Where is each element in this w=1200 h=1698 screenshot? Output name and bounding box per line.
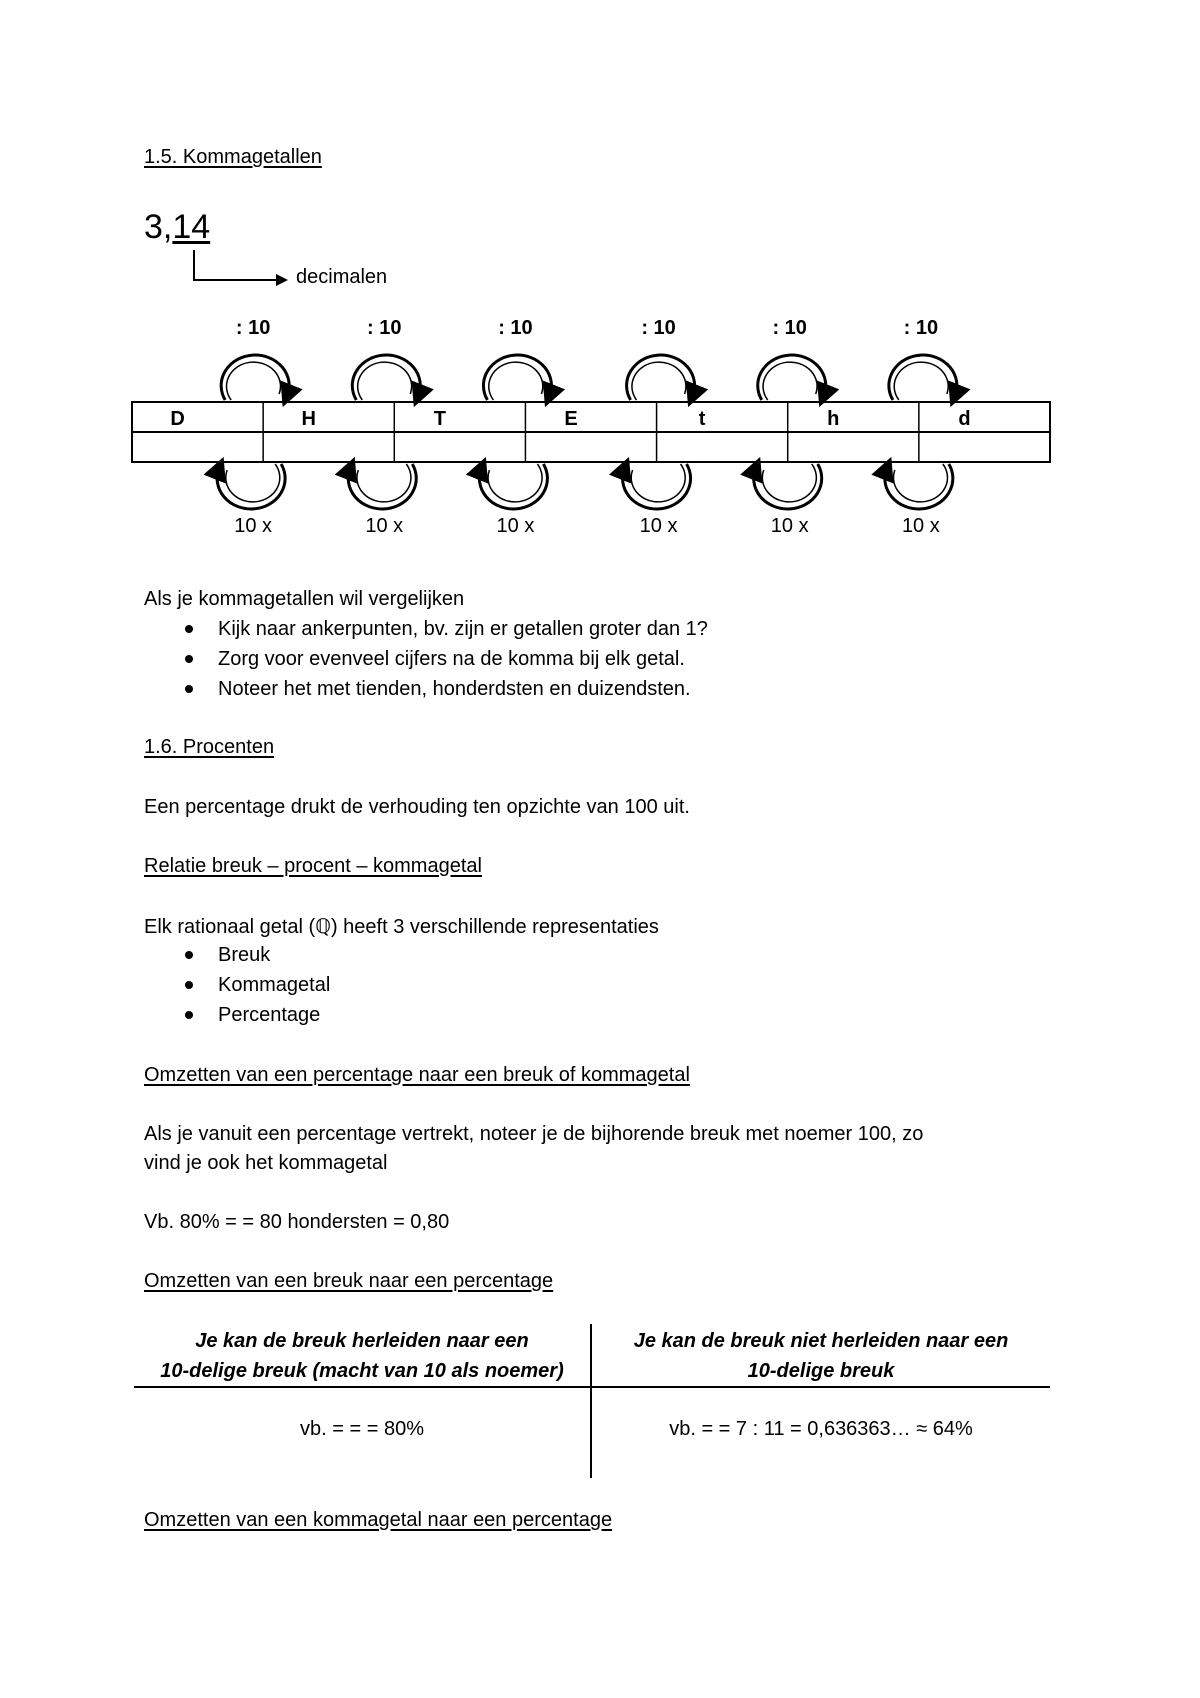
convert-fraction-heading: Omzetten van een breuk naar een percentage <box>144 1270 554 1292</box>
table-example-right: vb. = = 7 : 11 = 0,636363… ≈ 64% <box>669 1418 973 1440</box>
section-heading-procenten: 1.6. Procenten <box>144 736 275 758</box>
divide-label: : 10 <box>903 317 939 339</box>
list-item: Percentage <box>144 1000 330 1030</box>
convert-decimal-heading: Omzetten van een kommagetal naar een percentage <box>144 1509 613 1531</box>
list-item: Kommagetal <box>144 970 330 1000</box>
divide-arrow-inner-icon <box>489 362 543 400</box>
convert-percentage-example: Vb. 80% = = 80 hondersten = 0,80 <box>144 1211 450 1233</box>
table-header-rule <box>134 1386 1050 1388</box>
place-value-chart <box>0 310 1200 550</box>
divide-label: : 10 <box>641 317 676 339</box>
representations-intro: Elk rationaal getal (ℚ) heeft 3 verschillende representaties <box>144 916 659 938</box>
compare-intro: Als je kommagetallen wil vergelijken <box>144 588 465 610</box>
multiply-label: 10 x <box>496 515 535 537</box>
divide-label: : 10 <box>498 317 533 339</box>
table-header-right-line1: Je kan de breuk niet herleiden naar een <box>633 1330 1009 1352</box>
table-header-right-line2: 10-delige breuk <box>747 1360 895 1382</box>
table-header-left <box>134 1326 590 1386</box>
divide-arrow-inner-icon <box>227 362 281 400</box>
percentage-definition: Een percentage drukt de verhouding ten opzichte van 100 uit. <box>144 796 690 818</box>
table-header-left-line2: 10-delige breuk (macht van 10 als noemer) <box>160 1360 564 1382</box>
list-item: Breuk <box>144 940 330 970</box>
multiply-arrow-inner-icon <box>762 464 816 502</box>
multiply-arrow-inner-icon <box>893 464 947 502</box>
section-heading-kommagetallen: 1.5. Kommagetallen <box>144 146 322 168</box>
place-value-column-label: d <box>958 408 971 430</box>
decimal-example <box>144 208 210 247</box>
relation-heading: Relatie breuk – procent – kommagetal <box>144 855 482 877</box>
decimal-example-decimals: 14 <box>172 208 211 246</box>
multiply-label: 10 x <box>901 515 940 537</box>
representations-list <box>144 940 330 1030</box>
list-item: Noteer het met tienden, honderdsten en duizendsten. <box>144 674 708 704</box>
list-item: Kijk naar ankerpunten, bv. zijn er getallen groter dan 1? <box>144 614 708 644</box>
list-item: Zorg voor evenveel cijfers na de komma bij elk getal. <box>144 644 708 674</box>
divide-label: : 10 <box>772 317 807 339</box>
convert-percentage-text-1: Als je vanuit een percentage vertrekt, noteer je de bijhorende breuk met noemer 100, zo <box>144 1123 924 1145</box>
place-value-column-label: H <box>301 408 316 430</box>
compare-bullet-list <box>144 614 708 704</box>
divide-label: : 10 <box>235 317 271 339</box>
decimals-label: decimalen <box>296 266 388 288</box>
multiply-label: 10 x <box>770 515 809 537</box>
divide-label: : 10 <box>367 317 402 339</box>
decimals-arrow-icon <box>180 248 290 288</box>
multiply-arrow-inner-icon <box>631 464 685 502</box>
multiply-arrow-inner-icon <box>488 464 542 502</box>
place-value-column-label: D <box>170 408 185 430</box>
multiply-label: 10 x <box>365 515 404 537</box>
convert-percentage-text-2: vind je ook het kommagetal <box>144 1152 388 1174</box>
table-header-right <box>592 1326 1050 1386</box>
multiply-label: 10 x <box>234 515 273 537</box>
divide-arrow-inner-icon <box>632 362 686 400</box>
divide-arrow-inner-icon <box>763 362 817 400</box>
multiply-arrow-inner-icon <box>226 464 280 502</box>
table-example-left: vb. = = = 80% <box>300 1418 424 1440</box>
place-value-column-label: h <box>827 408 840 430</box>
place-value-column-label: E <box>564 408 578 430</box>
place-value-column-label: t <box>698 408 706 430</box>
multiply-arrow-inner-icon <box>357 464 411 502</box>
convert-percentage-heading: Omzetten van een percentage naar een breuk of kommagetal <box>144 1064 690 1086</box>
divide-arrow-inner-icon <box>358 362 412 400</box>
divide-arrow-inner-icon <box>894 362 948 400</box>
place-value-column-label: T <box>433 408 446 430</box>
multiply-label: 10 x <box>639 515 678 537</box>
table-header-left-line1: Je kan de breuk herleiden naar een <box>195 1330 529 1352</box>
decimal-example-integer: 3, <box>144 208 173 246</box>
